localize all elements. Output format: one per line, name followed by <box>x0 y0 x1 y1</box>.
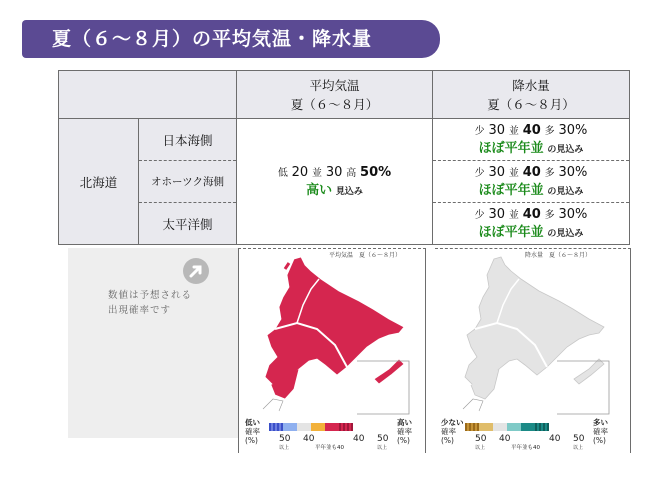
temp-map <box>238 248 426 453</box>
precip-forecast-okhotsk: 少 30 並 40 多 30% ほぼ平年並 の見込み <box>433 161 630 203</box>
legend-color-bar <box>465 423 549 431</box>
note-panel <box>68 248 238 438</box>
legend-low: 低い <box>245 418 260 427</box>
legend-50-right: 50 <box>573 434 585 444</box>
forecast-table <box>58 70 630 245</box>
legend-normal-note: 平年並も40 <box>511 445 540 451</box>
precip-map-legend <box>441 419 617 453</box>
legend-prob-right: 確率 <box>397 427 412 436</box>
legend-above-right: 以上 <box>573 445 584 451</box>
legend-prob-left: 確率 <box>441 427 456 436</box>
page-title: 夏（６～８月）の平均気温・降水量 <box>22 20 440 58</box>
note-line-1: 数値は予想される <box>108 290 193 301</box>
temp-map-hokkaido <box>239 249 425 419</box>
precip-forecast-japan-sea: 少 30 並 40 多 30% ほぼ平年並 の見込み <box>433 119 630 161</box>
legend-50-left: 50 <box>279 434 291 444</box>
legend-color-bar <box>269 423 353 431</box>
legend-above-left: 以上 <box>475 445 486 451</box>
legend-more: 多い <box>593 418 608 427</box>
legend-normal-note: 平年並も40 <box>315 445 344 451</box>
legend-prob-left: 確率 <box>245 427 260 436</box>
legend-40-right: 40 <box>549 434 561 444</box>
header-precip-period: 夏（６～８月） <box>487 96 575 112</box>
header-precipitation <box>433 71 630 119</box>
temp-probabilities: 低 20 並 30 高 50% <box>277 164 392 180</box>
legend-40-left: 40 <box>499 434 511 444</box>
precip-map-caption: 降水量 夏（６～８月） <box>525 252 592 259</box>
precip-map-hokkaido <box>435 249 629 419</box>
header-temperature <box>237 71 433 119</box>
legend-high: 高い <box>397 418 412 427</box>
temp-map-legend <box>245 419 421 453</box>
legend-unit-left: (%) <box>441 436 454 445</box>
header-temp-period: 夏（６～８月） <box>290 96 379 112</box>
note-text <box>108 288 192 318</box>
precip-map <box>435 248 631 453</box>
header-blank <box>59 71 237 119</box>
legend-50-left: 50 <box>475 434 487 444</box>
legend-50-right: 50 <box>377 434 389 444</box>
header-temp-label: 平均気温 <box>309 77 360 93</box>
temp-verdict: 高い 見込み <box>306 182 363 198</box>
temp-map-caption: 平均気温 夏（６～８月） <box>329 252 402 259</box>
precip-forecast-pacific: 少 30 並 40 多 30% ほぼ平年並 の見込み <box>433 203 630 245</box>
legend-above-left: 以上 <box>279 445 290 451</box>
arrow-icon <box>183 258 209 284</box>
subregion-pacific: 太平洋側 <box>139 203 237 245</box>
temp-forecast-cell <box>237 119 433 245</box>
legend-prob-right: 確率 <box>593 427 608 436</box>
legend-40-left: 40 <box>303 434 315 444</box>
subregion-japan-sea: 日本海側 <box>139 119 237 161</box>
header-precip-label: 降水量 <box>512 77 550 93</box>
legend-unit-right: (%) <box>593 436 606 445</box>
region-cell: 北海道 <box>59 119 139 245</box>
legend-40-right: 40 <box>353 434 365 444</box>
legend-above-right: 以上 <box>377 445 388 451</box>
legend-unit-right: (%) <box>397 436 410 445</box>
note-line-2: 出現確率です <box>108 305 172 316</box>
subregion-okhotsk: オホーツク海側 <box>139 161 237 203</box>
legend-unit-left: (%) <box>245 436 258 445</box>
legend-less: 少ない <box>441 418 464 427</box>
